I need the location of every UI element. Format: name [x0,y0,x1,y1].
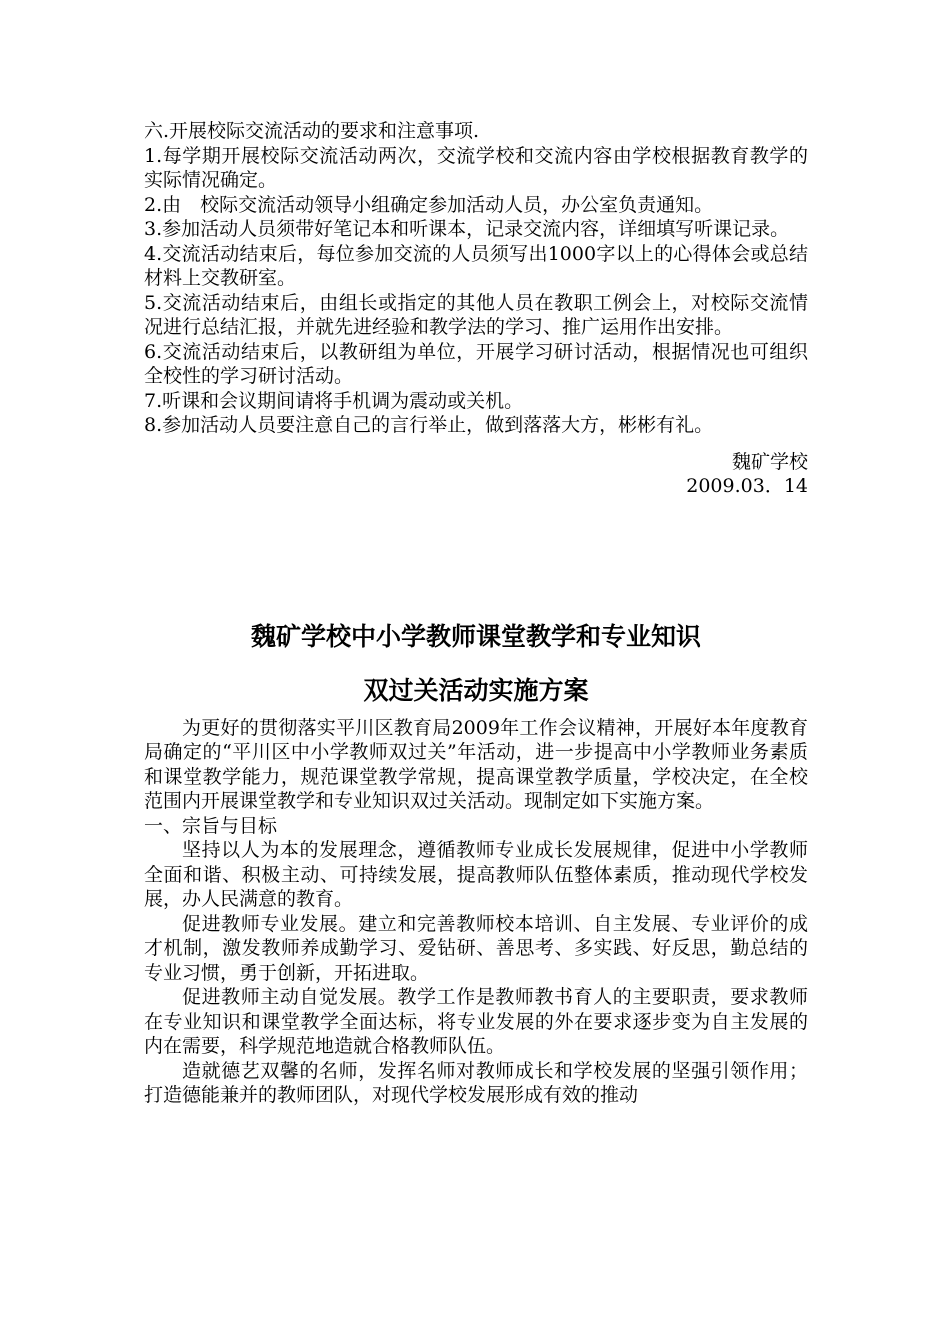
list-item: 7.听课和会议期间请将手机调为震动或关机。 [144,389,524,412]
signature-date: 2009.03．14 [686,475,808,497]
list-item: 2.由 校际交流活动领导小组确定参加活动人员，办公室负责通知。 [144,193,714,216]
document-page [144,119,808,1108]
body-paragraph: 坚持以人为本的发展理念，遵循教师专业成长发展规律，促进中小学教师全面和谐、积极主动、可持续发展，提高教师队伍整体素质，推动现代学校发展，办人民满意的教育。 [144,839,808,910]
list-item: 5.交流活动结束后，由组长或指定的其他人员在教职工例会上，对校际交流情况进行总结汇报，并就先进经验和教学法的学习、推广运用作出安排。 [144,291,808,338]
list-item: 8.参加活动人员要注意自己的言行举止，做到落落大方，彬彬有礼。 [144,414,714,436]
document-title-line1: 魏矿学校中小学教师课堂教学和专业知识 [250,621,701,651]
intro-paragraph: 为更好的贯彻落实平川区教育局2009年工作会议精神，开展好本年度教育局确定的“平川区中小学教师双过关”年活动，进一步提高中小学教师业务素质和课堂教学能力，规范课堂教学常规，提高课堂教学质量，学校决定，在全校范围内开展课堂教学和专业知识双过关活动。现制定如下实施方案。 [144,716,808,812]
section1-heading: 一、宗旨与目标 [144,814,278,837]
body-paragraph: 造就德艺双馨的名师，发挥名师对教师成长和学校发展的坚强引领作用；打造德能兼并的教师团队，对现代学校发展形成有效的推动 [144,1059,808,1106]
list-item: 4.交流活动结束后，每位参加交流的人员须写出1000字以上的心得体会或总结材料上交教研室。 [144,242,808,289]
body-paragraph: 促进教师主动自觉发展。教学工作是教师教书育人的主要职责，要求教师在专业知识和课堂教学全面达标，将专业发展的外在要求逐步变为自主发展的内在需要，科学规范地造就合格教师队伍。 [144,986,808,1057]
section6-heading: 六.开展校际交流活动的要求和注意事项. [144,120,480,142]
signature-school: 魏矿学校 [731,450,808,473]
document-title-line2: 双过关活动实施方案 [363,675,589,705]
list-item: 6.交流活动结束后，以教研组为单位，开展学习研讨活动，根据情况也可组织全校性的学习研讨活动。 [144,340,808,387]
list-item: 3.参加活动人员须带好笔记本和听课本，记录交流内容，详细填写听课记录。 [144,218,790,240]
list-item: 1.每学期开展校际交流活动两次，交流学校和交流内容由学校根据教育教学的实际情况确定。 [144,144,808,191]
body-paragraph: 促进教师专业发展。建立和完善教师校本培训、自主发展、专业评价的成才机制，激发教师养成勤学习、爱钻研、善思考、多实践、好反思，勤总结的专业习惯，勇于创新，开拓进取。 [144,912,808,984]
